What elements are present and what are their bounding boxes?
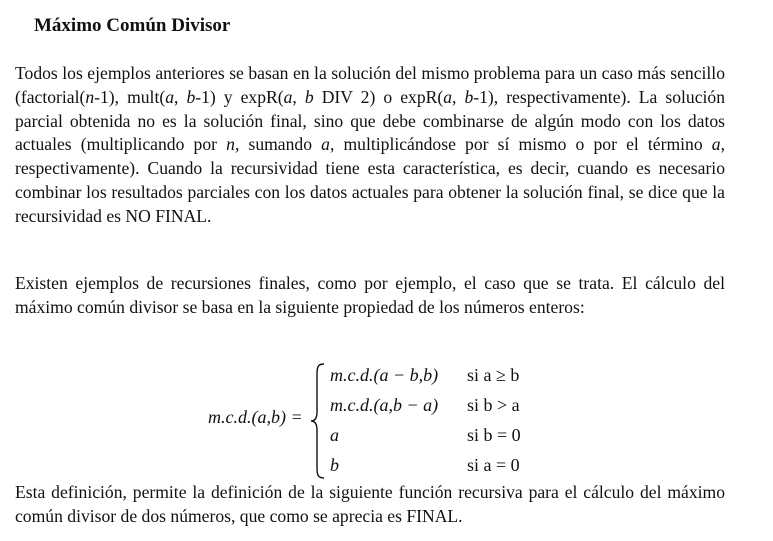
variable-n: n xyxy=(226,134,235,155)
text-run: -1), respectivamente). La solución parcial obtenida no es la solución final, sino que debe combinarse de algún modo con los datos actuales (multiplicando por xyxy=(15,86,726,155)
mcd-formula xyxy=(0,362,773,480)
variable-n: n xyxy=(85,86,95,107)
text-run: Todos los ejemplos anteriores se basan en la solución del mismo problema para un caso más sencillo (factorial( xyxy=(15,63,725,107)
case-expr-2: m.c.d.(a,b − a) xyxy=(330,395,439,415)
paragraph-property: Existen ejemplos de recursiones finales, como por ejemplo, el caso que se trata. El cálculo del máximo común divisor se basa en la siguiente propiedad de los números enteros: xyxy=(15,273,725,317)
text-run: , xyxy=(292,86,305,107)
case-expr-1: m.c.d.(a − b,b) xyxy=(330,365,439,385)
case-cond-4: si a = 0 xyxy=(467,455,520,475)
variable-a: a xyxy=(165,86,174,107)
variable-a: a xyxy=(283,86,293,107)
text-run: , xyxy=(452,86,465,107)
variable-b: b xyxy=(186,86,196,107)
text-run: DIV 2) o expR( xyxy=(313,86,444,107)
variable-a: a xyxy=(443,86,453,107)
variable-b: b xyxy=(304,86,314,107)
text-run: , sumando xyxy=(234,134,322,155)
case-expr-4: b xyxy=(330,455,339,475)
text-run: , xyxy=(174,86,187,107)
case-cond-2: si b > a xyxy=(467,395,520,415)
variable-b: b xyxy=(464,86,474,107)
text-run: , multiplicándose por sí mismo o por el término xyxy=(329,134,712,155)
case-cond-1: si a ≥ b xyxy=(467,365,520,385)
text-run: , respectivamente). Cuando la recursividad tiene esta característica, es decir, cuando es necesario combinar los resultados parciales con los datos actuales para obtener la solución final, se dice que la recursividad es NO FINAL. xyxy=(15,134,725,226)
text-run: -1), mult( xyxy=(94,86,166,107)
variable-a: a xyxy=(711,134,721,155)
case-expr-3: a xyxy=(330,425,339,445)
variable-a: a xyxy=(321,134,330,155)
text-run: -1) y expR( xyxy=(195,86,284,107)
section-title: Máximo Común Divisor xyxy=(34,15,231,36)
paragraph-conclusion: Esta definición, permite la definición de la siguiente función recursiva para el cálculo del máximo común divisor de dos números, que como se aprecia es FINAL. xyxy=(15,482,725,526)
formula-lhs: m.c.d.(a,b) = xyxy=(208,407,303,427)
left-brace-icon xyxy=(310,362,326,480)
paragraph-intro xyxy=(15,62,725,229)
case-cond-3: si b = 0 xyxy=(467,425,521,445)
